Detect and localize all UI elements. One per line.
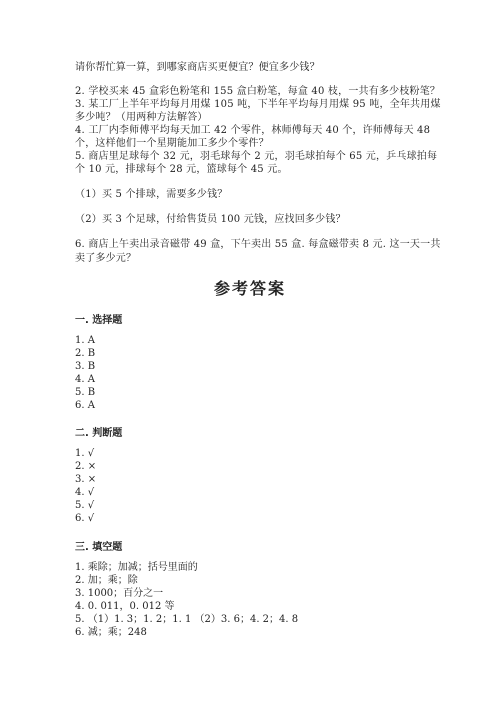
answer-item: 2. 加；乘；除 [75,575,138,586]
answer-item: 3. B [75,361,96,372]
section-heading-judgement: 二. 判断题 [75,428,123,439]
question-5-sub-1: （1）买 5 个排球，需要多少钱？ [75,189,228,200]
answer-item: 2. B [75,348,96,359]
answer-item: 5. B [75,387,96,398]
question-3-line-2: 多少吨？（用两种方法解答） [75,112,208,123]
question-5-line-2: 个 10 元，排球每个 28 元，篮球每个 45 元。 [75,164,288,175]
question-6-line-1: 6. 商店上午卖出录音磁带 49 盒，下午卖出 55 盒. 每盒磁带卖 8 元. 这一天一共 [75,239,441,250]
section-heading-choice: 一. 选择题 [75,315,123,326]
answer-item: 2. × [75,461,97,472]
answer-item: 1. 乘除；加减；括号里面的 [75,562,198,573]
answer-item: 4. A [75,374,95,385]
answer-item: 6. A [75,400,95,411]
answers-title: 参考答案 [213,279,286,298]
question-5-line-1: 5. 商店里足球每个 32 元，羽毛球每个 2 元，羽毛球拍每个 65 元，乒乓球拍每 [75,151,438,162]
answer-item: 4. 0. 011，0. 012 等 [75,601,175,612]
answer-item: 6. √ [75,513,95,524]
answer-item: 1. √ [75,448,95,459]
answer-item: 5. （1）1. 3；1. 2；1. 1 （2）3. 6；4. 2；4. 8 [75,614,299,625]
answer-item: 3. 1000；百分之一 [75,588,164,599]
question-4-line-2: 个，这样他们一个星期能加工多少个零件？ [75,138,269,149]
answer-item: 3. × [75,474,97,485]
question-4-line-1: 4. 工厂内李师傅平均每天加工 42 个零件，林师傅每天 40 个，许师傅每天 48 [75,125,431,136]
question-3-line-1: 3. 某工厂上半年平均每月用煤 105 吨，下半年平均每月用煤 95 吨，全年共用煤 [75,99,441,110]
answer-item: 6. 减；乘；248 [75,627,147,638]
question-5-sub-2: （2）买 3 个足球，付给售货员 100 元钱，应找回多少钱？ [75,214,346,225]
answer-item: 4. √ [75,487,95,498]
question-6-line-2: 卖了多少元？ [75,253,137,264]
section-heading-fill-blank: 三. 填空题 [75,542,123,553]
question-intro: 请你帮忙算一算，到哪家商店买更便宜？便宜多少钱？ [75,62,320,73]
answer-item: 1. A [75,335,95,346]
answer-item: 5. √ [75,500,95,511]
question-2: 2. 学校买来 45 盒彩色粉笔和 155 盒白粉笔，每盒 40 枝，一共有多少枝粉笔？ [75,86,441,97]
